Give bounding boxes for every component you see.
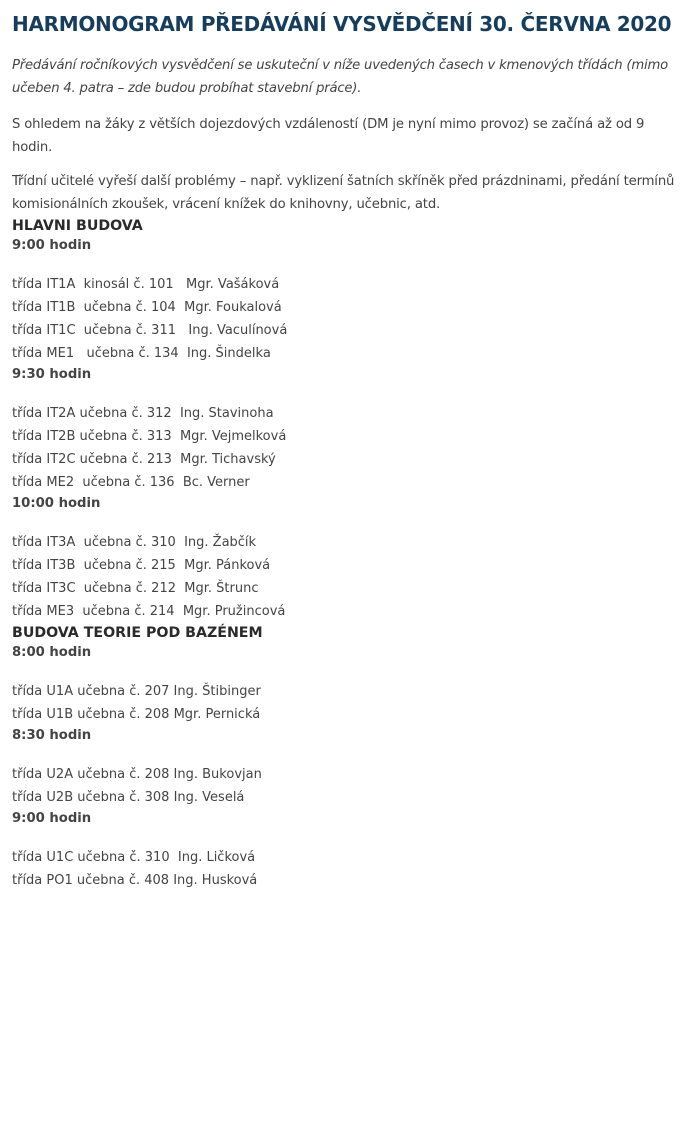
intro-paragraph: Předávání ročníkových vysvědčení se uskuteční v níže uvedených časech v kmenových třídách (mimo učeben 4. patra – zde budou probíhat stavební práce). (12, 58, 669, 96)
time-slot-heading: 9:30 hodin (12, 367, 92, 382)
building-heading: BUDOVA TEORIE POD BAZÉNEM (12, 625, 263, 641)
class-list (12, 680, 677, 726)
class-row: třída IT1C učebna č. 311 Ing. Vaculínová (12, 323, 288, 338)
class-list (12, 531, 677, 623)
time-slot-heading: 10:00 hodin (12, 496, 101, 511)
class-list (12, 402, 677, 494)
class-row: třída IT3C učebna č. 212 Mgr. Štrunc (12, 581, 259, 596)
class-row: třída U2A učebna č. 208 Ing. Bukovjan (12, 767, 262, 782)
note-teachers-paragraph: Třídní učitelé vyřeší další problémy – např. vyklizení šatních skříněk před prázdninami, předání termínů komisionálních zkoušek, vrácení knížek do knihovny, učebnic, atd. (12, 174, 675, 212)
time-slot-heading: 8:30 hodin (12, 728, 92, 743)
time-slot-heading: 9:00 hodin (12, 811, 92, 826)
class-row: třída IT2B učebna č. 313 Mgr. Vejmelková (12, 429, 287, 444)
note-distance-paragraph: S ohledem na žáky z větších dojezdových vzdáleností (DM je nyní mimo provoz) se začíná až od 9 hodin. (12, 117, 645, 155)
class-row: třída IT2A učebna č. 312 Ing. Stavinoha (12, 406, 274, 421)
class-row: třída IT1A kinosál č. 101 Mgr. Vašáková (12, 277, 280, 292)
class-row: třída PO1 učebna č. 408 Ing. Husková (12, 873, 258, 888)
class-row: třída IT3A učebna č. 310 Ing. Žabčík (12, 535, 257, 550)
class-row: třída U1C učebna č. 310 Ing. Ličková (12, 850, 256, 865)
class-row: třída U1A učebna č. 207 Ing. Štibinger (12, 684, 261, 699)
class-row: třída ME1 učebna č. 134 Ing. Šindelka (12, 346, 271, 361)
building-pool (12, 623, 677, 892)
class-row: třída U2B učebna č. 308 Ing. Veselá (12, 790, 245, 805)
class-list (12, 763, 677, 809)
class-list (12, 846, 677, 892)
class-row: třída ME3 učebna č. 214 Mgr. Pružincová (12, 604, 286, 619)
class-row: třída IT1B učebna č. 104 Mgr. Foukalová (12, 300, 282, 315)
class-list (12, 273, 677, 365)
class-row: třída ME2 učebna č. 136 Bc. Verner (12, 475, 250, 490)
class-row: třída IT2C učebna č. 213 Mgr. Tichavský (12, 452, 276, 467)
class-row: třída U1B učebna č. 208 Mgr. Pernická (12, 707, 261, 722)
time-slot-heading: 9:00 hodin (12, 238, 92, 253)
page-title: HARMONOGRAM PŘEDÁVÁNÍ VYSVĚDČENÍ 30. ČERVNA 2020 (12, 12, 672, 36)
building-heading: HLAVNI BUDOVA (12, 218, 143, 234)
class-row: třída IT3B učebna č. 215 Mgr. Pánková (12, 558, 271, 573)
time-slot-heading: 8:00 hodin (12, 645, 92, 660)
building-main (12, 216, 677, 623)
